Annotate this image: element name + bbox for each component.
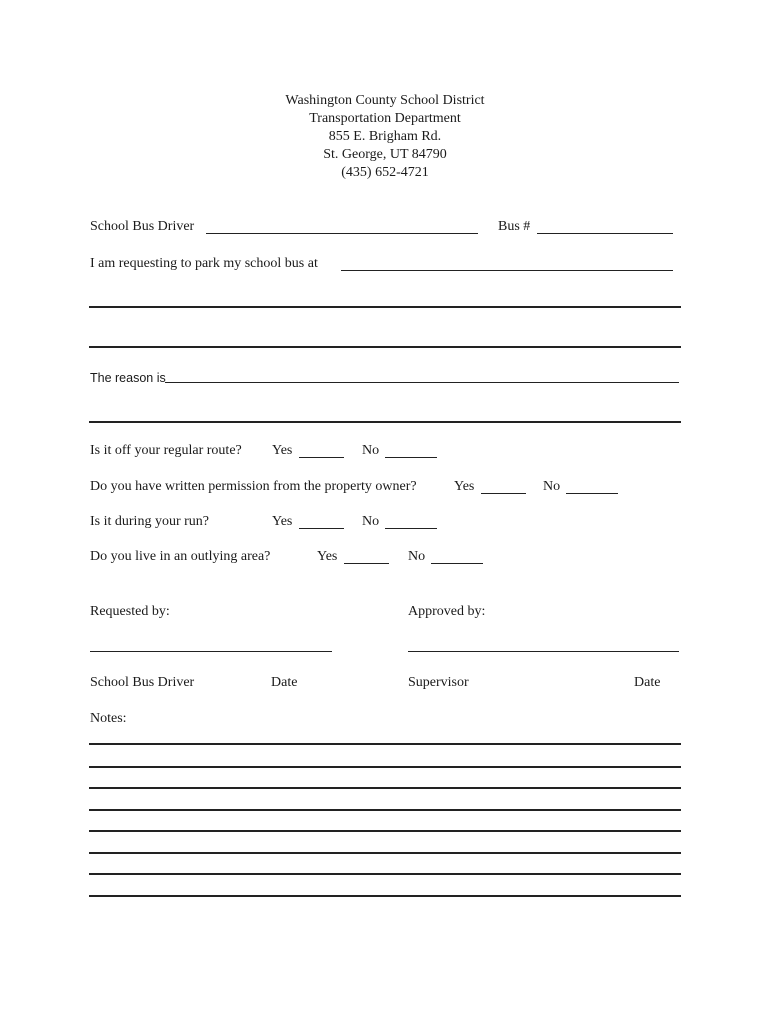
- driver-signature-caption: School Bus Driver: [90, 675, 195, 690]
- q2-yes-field[interactable]: [481, 493, 526, 494]
- q2-no-label: No: [543, 479, 561, 494]
- q1-no-field[interactable]: [385, 457, 437, 458]
- header-street: 855 E. Brigham Rd.: [328, 129, 442, 144]
- supervisor-signature-caption: Supervisor: [408, 675, 469, 690]
- header-district-name: Washington County School District: [285, 93, 485, 108]
- q1-no-label: No: [362, 443, 380, 458]
- approved-by-label: Approved by:: [408, 604, 486, 619]
- driver-label: School Bus Driver: [90, 219, 195, 234]
- driver-date-caption: Date: [271, 675, 298, 690]
- notes-line[interactable]: [89, 809, 681, 811]
- requested-by-label: Requested by:: [90, 604, 170, 619]
- question-during-run: Is it during your run?: [90, 514, 209, 529]
- q4-yes-label: Yes: [317, 549, 338, 564]
- parking-location-line-2[interactable]: [89, 306, 681, 308]
- notes-line[interactable]: [89, 787, 681, 789]
- notes-line[interactable]: [89, 766, 681, 768]
- driver-name-field[interactable]: [206, 233, 478, 234]
- notes-line[interactable]: [89, 830, 681, 832]
- q2-no-field[interactable]: [566, 493, 618, 494]
- notes-line[interactable]: [89, 895, 681, 897]
- header-phone: (435) 652-4721: [341, 165, 429, 180]
- q2-yes-label: Yes: [454, 479, 475, 494]
- q1-yes-field[interactable]: [299, 457, 344, 458]
- notes-line[interactable]: [89, 852, 681, 854]
- q3-no-field[interactable]: [385, 528, 437, 529]
- notes-line[interactable]: [89, 743, 681, 745]
- reason-line-2[interactable]: [89, 421, 681, 423]
- parking-location-field[interactable]: [341, 270, 673, 271]
- reason-field[interactable]: [165, 382, 679, 383]
- supervisor-date-caption: Date: [634, 675, 661, 690]
- parking-location-label: I am requesting to park my school bus at: [90, 256, 318, 271]
- parking-location-line-3[interactable]: [89, 346, 681, 348]
- q3-yes-label: Yes: [272, 514, 293, 529]
- q4-no-field[interactable]: [431, 563, 483, 564]
- q3-no-label: No: [362, 514, 380, 529]
- question-outlying-area: Do you live in an outlying area?: [90, 549, 271, 564]
- bus-number-field[interactable]: [537, 233, 673, 234]
- question-written-permission: Do you have written permission from the property owner?: [90, 479, 417, 494]
- q1-yes-label: Yes: [272, 443, 293, 458]
- driver-signature-line[interactable]: [90, 651, 332, 652]
- question-off-route: Is it off your regular route?: [90, 443, 242, 458]
- supervisor-signature-line[interactable]: [408, 651, 679, 652]
- district-header: [0, 92, 770, 182]
- header-city: St. George, UT 84790: [323, 147, 447, 162]
- q4-yes-field[interactable]: [344, 563, 389, 564]
- notes-line[interactable]: [89, 873, 681, 875]
- reason-label: The reason is: [90, 371, 166, 385]
- bus-number-label: Bus #: [498, 219, 531, 234]
- q3-yes-field[interactable]: [299, 528, 344, 529]
- q4-no-label: No: [408, 549, 426, 564]
- notes-label: Notes:: [90, 711, 127, 726]
- header-department: Transportation Department: [309, 111, 461, 126]
